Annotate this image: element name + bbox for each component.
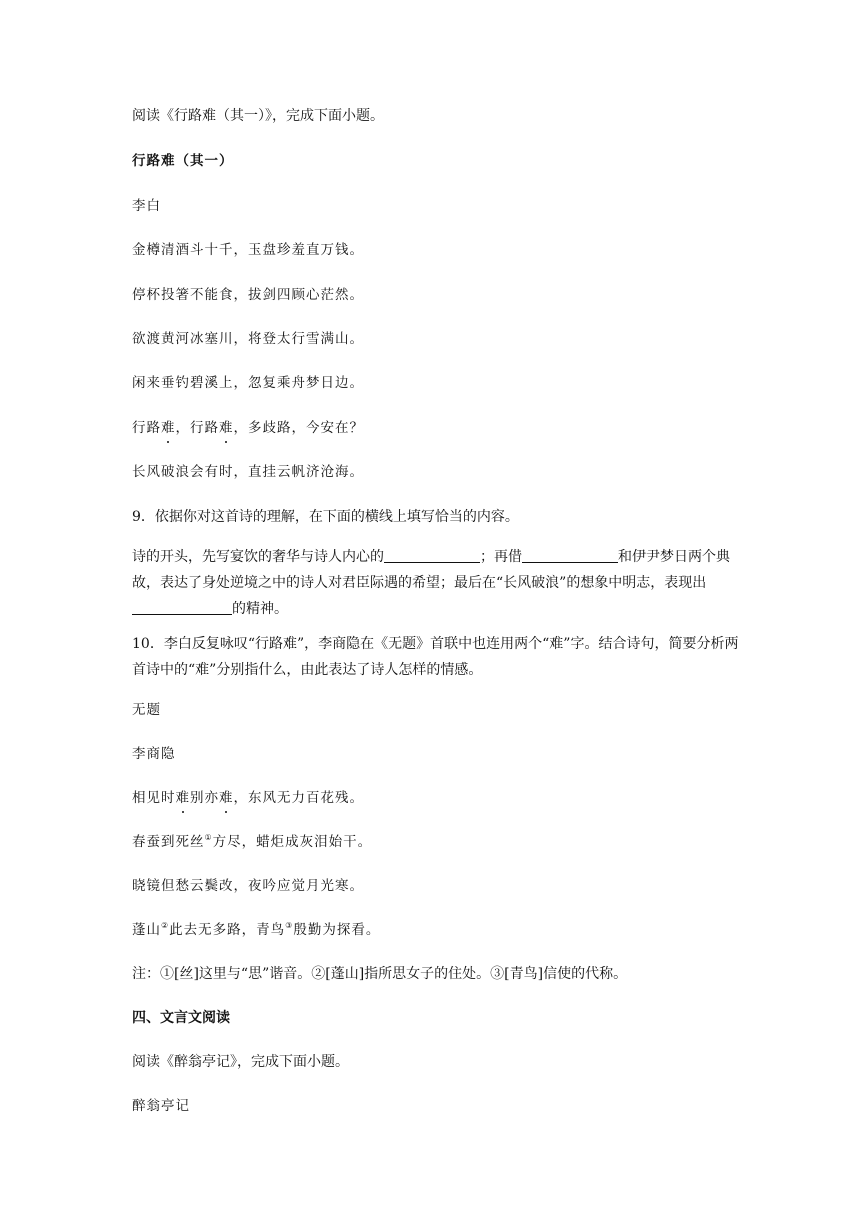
- poem-line-3: 欲渡黄河冰塞川，将登太行雪满山。: [132, 331, 364, 347]
- emphasis-nan: 难: [161, 420, 176, 436]
- text-fragment: ，东风无力百花残。: [233, 790, 364, 806]
- poem-line-4: 闲来垂钓碧溪上，忽复乘舟梦日边。: [132, 375, 364, 391]
- footnote-marker: ②: [161, 921, 170, 930]
- text-fragment: ，多歧路，今安在？: [233, 420, 364, 436]
- section-heading: 四、文言文阅读: [132, 1010, 230, 1026]
- answer-blank-2[interactable]: [522, 547, 618, 563]
- text-fragment: 相见时: [132, 790, 176, 806]
- text-fragment: 和伊尹梦日两个典故，表达了身处逆境之中的诗人对君臣际遇的希望；最后在“长风破浪”的想象中明志，表现出: [132, 549, 730, 591]
- intro-instruction: 阅读《行路难（其一）》，完成下面小题。: [132, 108, 384, 124]
- poem2-line-1: [132, 788, 364, 808]
- text-fragment: 诗的开头，先写宴饮的奢华与诗人内心的: [132, 549, 384, 565]
- footnote-marker: ③: [285, 921, 294, 930]
- text-fragment: 别亦: [190, 790, 219, 806]
- poem2-title: 无题: [132, 702, 161, 718]
- emphasis-nan: 难: [175, 790, 190, 806]
- answer-blank-1[interactable]: [384, 547, 480, 563]
- poem-title: 行路难（其一）: [132, 153, 234, 169]
- prose-title: 醉翁亭记: [132, 1098, 190, 1114]
- poem-line-1: 金樽清酒斗十千，玉盘珍羞直万钱。: [132, 242, 364, 258]
- answer-blank-3[interactable]: [132, 599, 232, 615]
- poem2-line-3: 晓镜但愁云鬓改，夜吟应觉月光寒。: [132, 878, 364, 894]
- text-fragment: ，行路: [175, 420, 219, 436]
- intro-instruction-2: 阅读《醉翁亭记》，完成下面小题。: [132, 1054, 349, 1070]
- poem-line-6: 长风破浪会有时，直挂云帆济沧海。: [132, 464, 364, 480]
- text-fragment: 的精神。: [232, 601, 288, 617]
- poem2-line-4: [132, 920, 380, 940]
- poem-line-2: 停杯投箸不能食，拔剑四顾心茫然。: [132, 287, 364, 303]
- text-fragment: 行路: [132, 420, 161, 436]
- footnote-marker: ①: [204, 833, 213, 842]
- poem-author: 李白: [132, 198, 161, 214]
- text-fragment: ；再借: [480, 549, 522, 565]
- question-9-fill-in: [132, 544, 742, 622]
- poem-line-5: [132, 418, 364, 438]
- text-fragment: 春蚕到死丝: [132, 834, 205, 850]
- emphasis-nan: 难: [219, 790, 234, 806]
- emphasis-nan: 难: [219, 420, 234, 436]
- text-fragment: 殷勤为探看。: [293, 922, 381, 938]
- text-fragment: 方尽，蜡炬成灰泪始干。: [212, 834, 373, 850]
- text-fragment: 此去无多路，青鸟: [169, 922, 286, 938]
- footnotes: 注：①[丝]这里与“思”谐音。②[蓬山]指所思女子的住处。③[青鸟]信使的代称。: [132, 966, 628, 982]
- question-9-prompt: 9．依据你对这首诗的理解，在下面的横线上填写恰当的内容。: [132, 509, 519, 525]
- question-10-prompt: 10．李白反复咏叹“行路难”，李商隐在《无题》首联中也连用两个“难”字。结合诗句，简要分析两首诗中的“难”分别指什么，由此表达了诗人怎样的情感。: [132, 636, 739, 678]
- text-fragment: 蓬山: [132, 922, 161, 938]
- poem2-author: 李商隐: [132, 746, 176, 762]
- poem2-line-2: [132, 832, 372, 852]
